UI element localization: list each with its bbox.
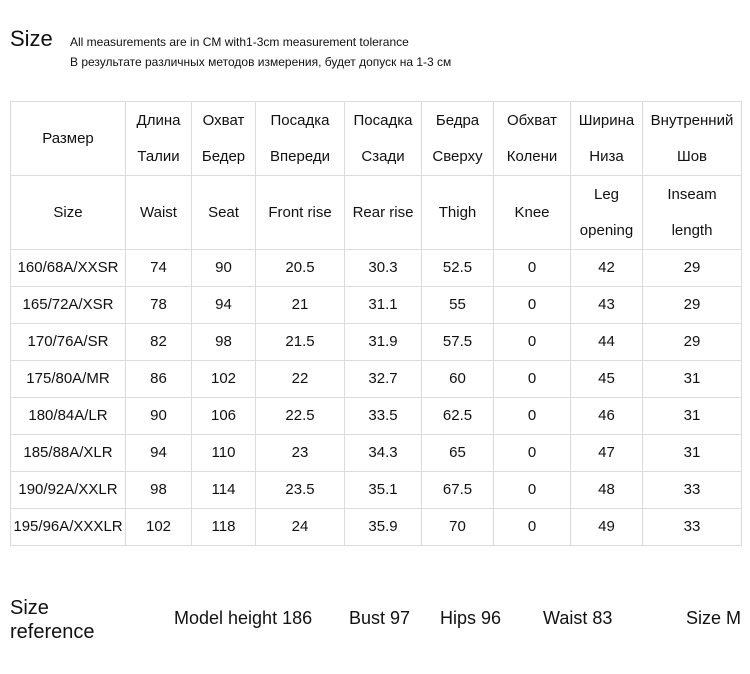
measurement-cell: 110 bbox=[192, 435, 256, 472]
measurement-cell: 65 bbox=[422, 435, 494, 472]
measurement-cell: 106 bbox=[192, 398, 256, 435]
measurement-cell: 31.1 bbox=[345, 287, 422, 324]
column-header-ru: Размер bbox=[11, 102, 126, 176]
column-header-ru: Посадка Сзади bbox=[345, 102, 422, 176]
column-header-en: Size bbox=[11, 176, 126, 250]
measurement-cell: 47 bbox=[571, 435, 643, 472]
measurement-cell: 102 bbox=[192, 361, 256, 398]
column-header-en: Seat bbox=[192, 176, 256, 250]
measurement-cell: 33 bbox=[643, 509, 742, 546]
measurement-cell: 0 bbox=[494, 435, 571, 472]
measurement-cell: 29 bbox=[643, 250, 742, 287]
measurement-cell: 30.3 bbox=[345, 250, 422, 287]
table-row bbox=[11, 435, 742, 472]
measurement-cell: 33.5 bbox=[345, 398, 422, 435]
measurement-cell: 20.5 bbox=[256, 250, 345, 287]
measurement-cell: 94 bbox=[192, 287, 256, 324]
measurement-cell: 31.9 bbox=[345, 324, 422, 361]
size-cell: 185/88A/XLR bbox=[11, 435, 126, 472]
measurement-cell: 32.7 bbox=[345, 361, 422, 398]
measurement-cell: 21 bbox=[256, 287, 345, 324]
table-row bbox=[11, 324, 742, 361]
measurement-cell: 55 bbox=[422, 287, 494, 324]
table-row bbox=[11, 509, 742, 546]
measurement-cell: 31 bbox=[643, 361, 742, 398]
measurement-cell: 118 bbox=[192, 509, 256, 546]
table-row bbox=[11, 398, 742, 435]
measurement-cell: 98 bbox=[126, 472, 192, 509]
measurement-cell: 90 bbox=[126, 398, 192, 435]
column-header-ru: Охват Бедер bbox=[192, 102, 256, 176]
tolerance-note-en: All measurements are in CM with1-3cm measurement tolerance bbox=[70, 35, 409, 49]
measurement-cell: 22.5 bbox=[256, 398, 345, 435]
measurement-cell: 102 bbox=[126, 509, 192, 546]
tolerance-note-ru: В результате различных методов измерения, будет допуск на 1-3 см bbox=[70, 55, 452, 69]
measurement-cell: 44 bbox=[571, 324, 643, 361]
header-row-ru bbox=[11, 102, 742, 176]
column-header-ru: Обхват Колени bbox=[494, 102, 571, 176]
measurement-cell: 45 bbox=[571, 361, 643, 398]
column-header-ru: Ширина Низа bbox=[571, 102, 643, 176]
measurement-cell: 35.1 bbox=[345, 472, 422, 509]
table-row bbox=[11, 287, 742, 324]
size-table bbox=[10, 101, 742, 546]
measurement-cell: 23 bbox=[256, 435, 345, 472]
measurement-cell: 0 bbox=[494, 324, 571, 361]
model-size: Size M bbox=[686, 608, 742, 628]
measurement-cell: 43 bbox=[571, 287, 643, 324]
measurement-cell: 52.5 bbox=[422, 250, 494, 287]
column-header-ru: Посадка Впереди bbox=[256, 102, 345, 176]
size-cell: 170/76A/SR bbox=[11, 324, 126, 361]
measurement-cell: 0 bbox=[494, 509, 571, 546]
measurement-cell: 46 bbox=[571, 398, 643, 435]
measurement-cell: 67.5 bbox=[422, 472, 494, 509]
measurement-cell: 62.5 bbox=[422, 398, 494, 435]
measurement-cell: 57.5 bbox=[422, 324, 494, 361]
measurement-cell: 60 bbox=[422, 361, 494, 398]
column-header-en: Leg opening bbox=[571, 176, 643, 250]
table-row bbox=[11, 472, 742, 509]
size-cell: 160/68A/XXSR bbox=[11, 250, 126, 287]
size-rows bbox=[11, 250, 742, 546]
measurement-cell: 22 bbox=[256, 361, 345, 398]
measurement-cell: 78 bbox=[126, 287, 192, 324]
measurement-cell: 35.9 bbox=[345, 509, 422, 546]
measurement-cell: 98 bbox=[192, 324, 256, 361]
header-row-en bbox=[11, 176, 742, 250]
size-cell: 190/92A/XXLR bbox=[11, 472, 126, 509]
measurement-cell: 48 bbox=[571, 472, 643, 509]
measurement-cell: 49 bbox=[571, 509, 643, 546]
measurement-cell: 31 bbox=[643, 398, 742, 435]
measurement-cell: 29 bbox=[643, 324, 742, 361]
measurement-cell: 90 bbox=[192, 250, 256, 287]
column-header-en: Rear rise bbox=[345, 176, 422, 250]
table-row bbox=[11, 361, 742, 398]
column-header-ru: Внутренний Шов bbox=[643, 102, 742, 176]
table-row bbox=[11, 250, 742, 287]
model-bust: Bust 97 bbox=[349, 608, 411, 628]
model-waist: Waist 83 bbox=[543, 608, 613, 628]
measurement-cell: 0 bbox=[494, 398, 571, 435]
measurement-cell: 23.5 bbox=[256, 472, 345, 509]
size-cell: 195/96A/XXXLR bbox=[11, 509, 126, 546]
size-cell: 180/84A/LR bbox=[11, 398, 126, 435]
measurement-cell: 33 bbox=[643, 472, 742, 509]
column-header-en: Thigh bbox=[422, 176, 494, 250]
measurement-cell: 29 bbox=[643, 287, 742, 324]
measurement-cell: 24 bbox=[256, 509, 345, 546]
measurement-cell: 21.5 bbox=[256, 324, 345, 361]
measurement-cell: 94 bbox=[126, 435, 192, 472]
measurement-cell: 0 bbox=[494, 472, 571, 509]
column-header-ru: Длина Талии bbox=[126, 102, 192, 176]
size-cell: 175/80A/MR bbox=[11, 361, 126, 398]
column-header-en: Knee bbox=[494, 176, 571, 250]
measurement-cell: 0 bbox=[494, 361, 571, 398]
model-hips: Hips 96 bbox=[440, 608, 502, 628]
measurement-cell: 74 bbox=[126, 250, 192, 287]
column-header-ru: Бедра Сверху bbox=[422, 102, 494, 176]
size-cell: 165/72A/XSR bbox=[11, 287, 126, 324]
column-header-en: Waist bbox=[126, 176, 192, 250]
measurement-cell: 70 bbox=[422, 509, 494, 546]
measurement-cell: 0 bbox=[494, 250, 571, 287]
measurement-cell: 31 bbox=[643, 435, 742, 472]
measurement-cell: 42 bbox=[571, 250, 643, 287]
size-reference-label: Size reference bbox=[10, 597, 95, 643]
measurement-cell: 0 bbox=[494, 287, 571, 324]
measurement-cell: 34.3 bbox=[345, 435, 422, 472]
model-height: Model height 186 bbox=[174, 608, 313, 628]
measurement-cell: 82 bbox=[126, 324, 192, 361]
column-header-en: Inseam length bbox=[643, 176, 742, 250]
measurement-cell: 86 bbox=[126, 361, 192, 398]
column-header-en: Front rise bbox=[256, 176, 345, 250]
measurement-cell: 114 bbox=[192, 472, 256, 509]
page-title: Size bbox=[10, 26, 53, 51]
